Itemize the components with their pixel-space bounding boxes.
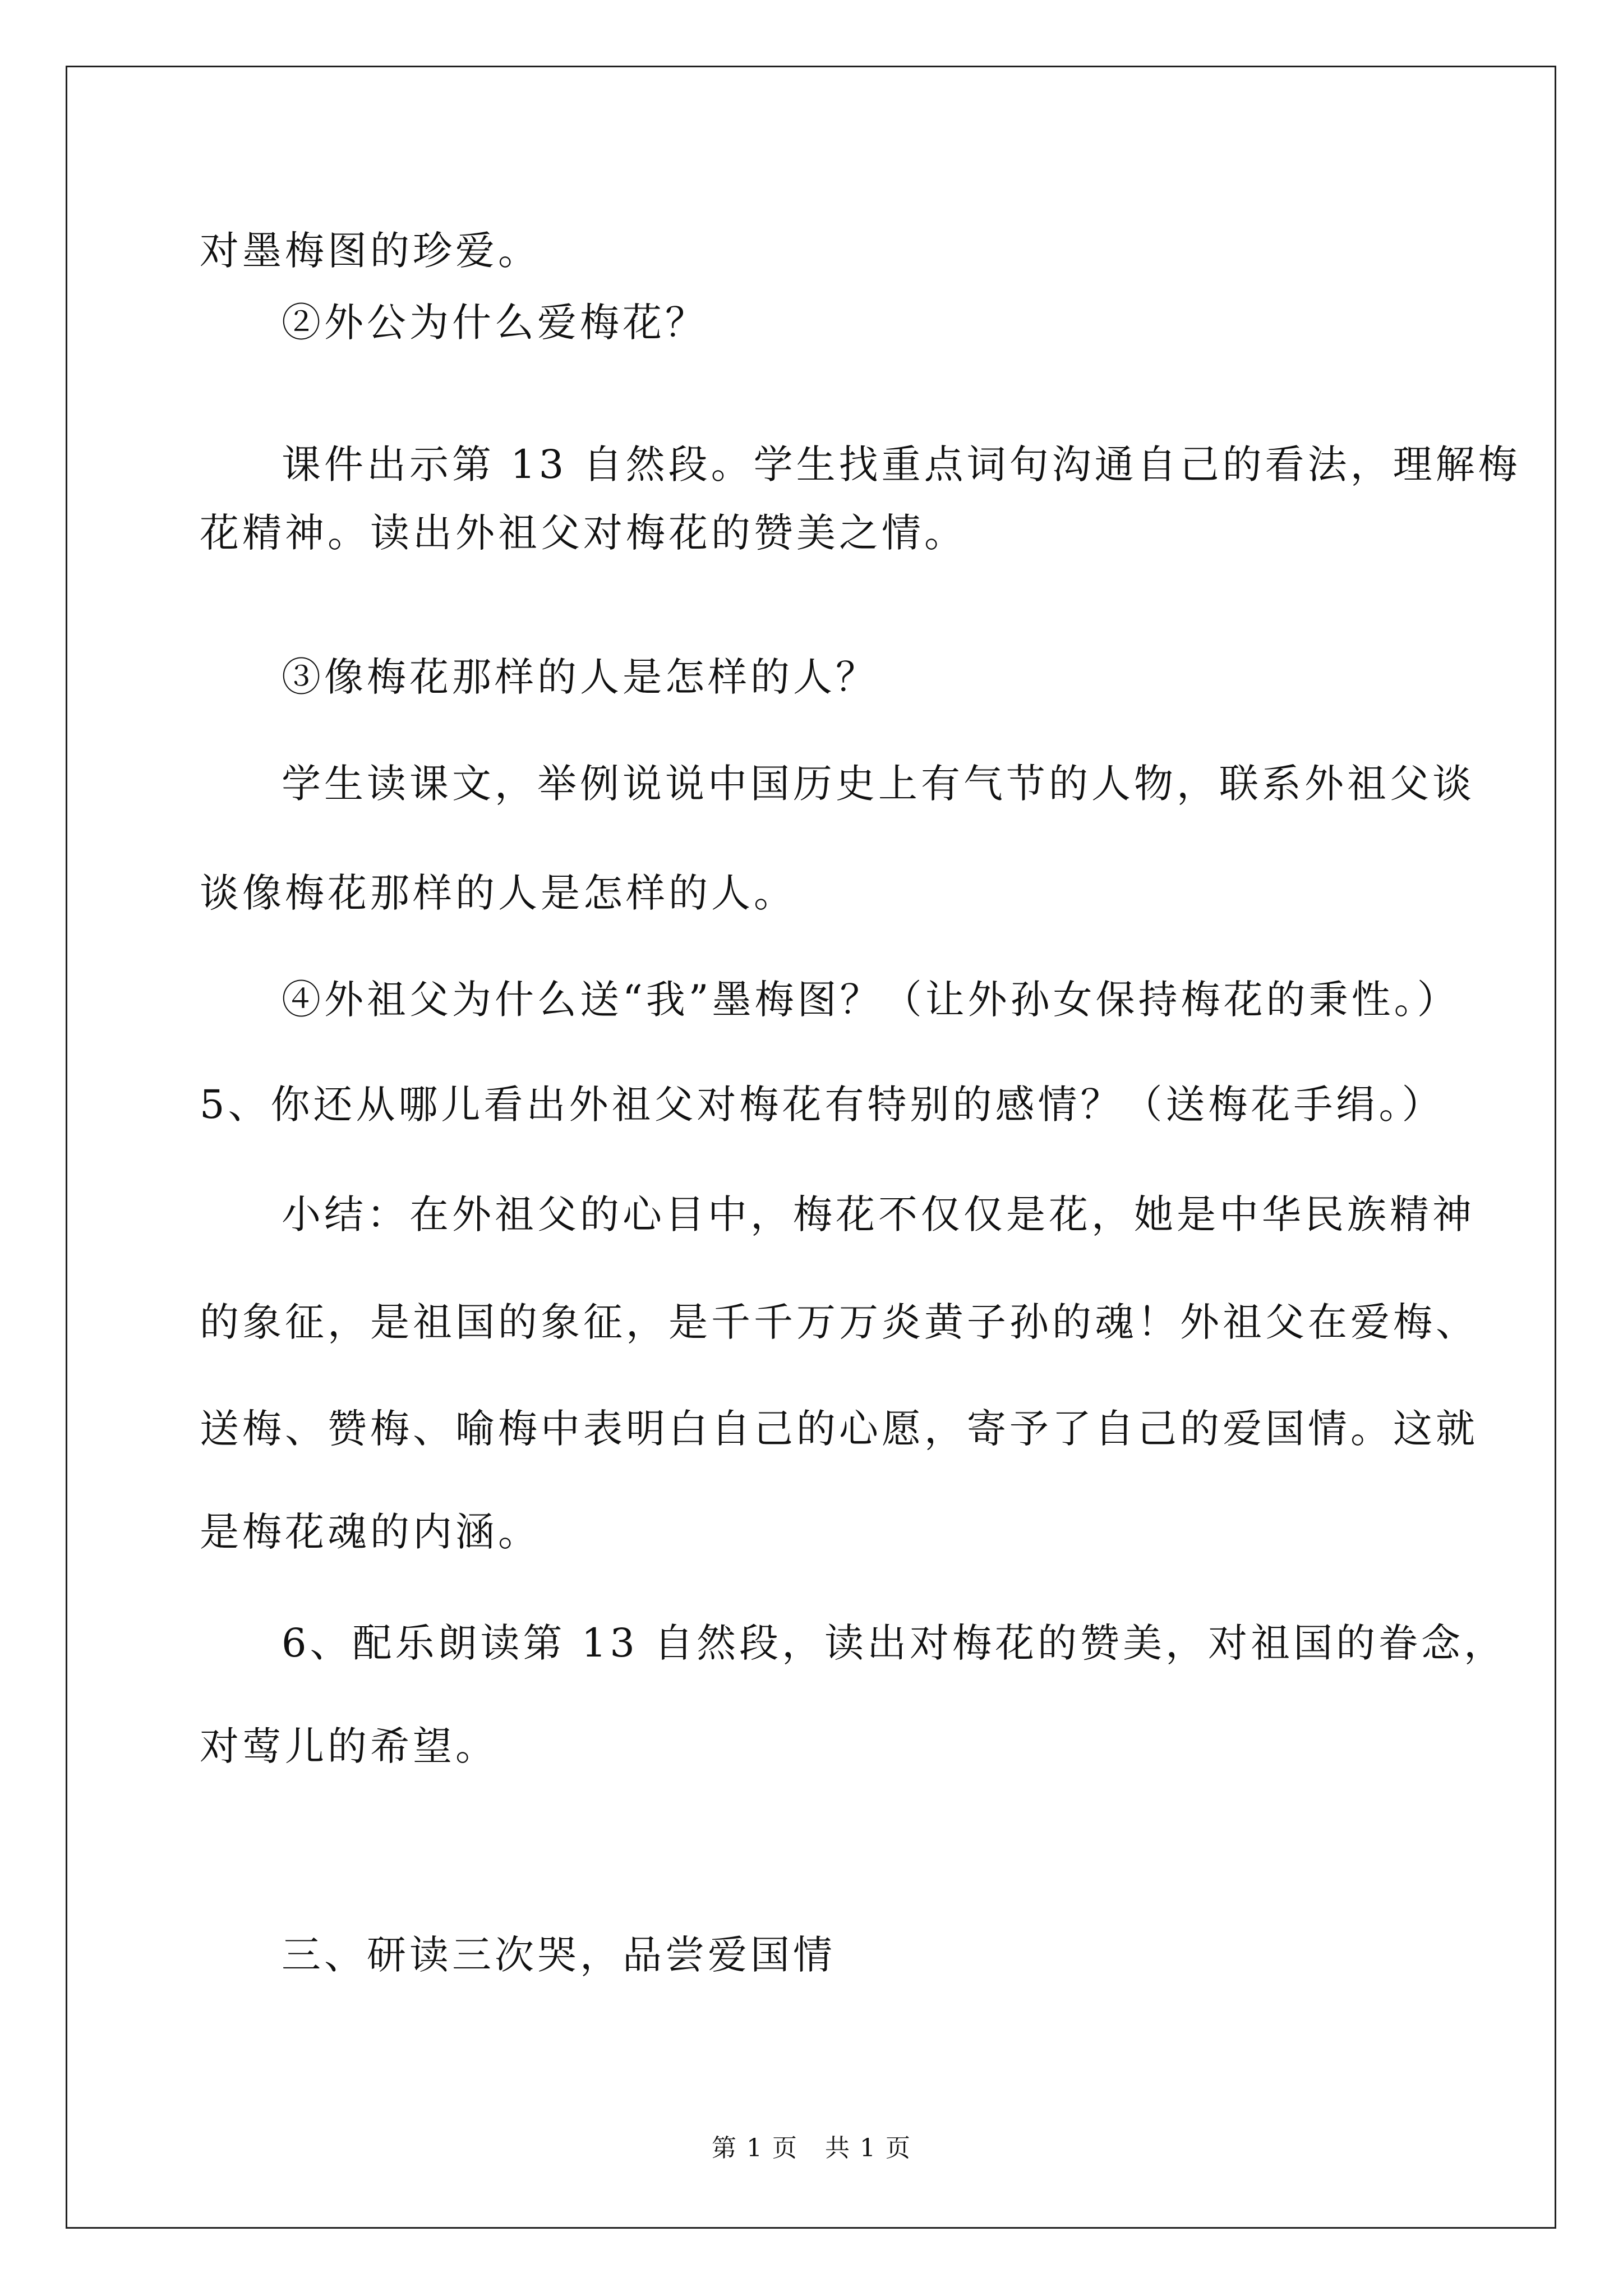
text-line: 6、配乐朗读第 13 自然段，读出对梅花的赞美，对祖国的眷念， bbox=[282, 1620, 1507, 1666]
section-heading: 三、研读三次哭，品尝爱国情 bbox=[282, 1932, 836, 1978]
text-line: 5、你还从哪儿看出外祖父对梅花有特别的感情？（送梅花手绢。） bbox=[200, 1082, 1445, 1128]
page-border bbox=[66, 66, 1556, 2229]
page-footer: 第 1 页 共 1 页 bbox=[712, 2134, 911, 2162]
text-line: 课件出示第 13 自然段。学生找重点词句沟通自己的看法，理解梅 bbox=[282, 441, 1521, 487]
text-line: 谈像梅花那样的人是怎样的人。 bbox=[200, 870, 796, 916]
text-line: 学生读课文，举例说说中国历史上有气节的人物，联系外祖父谈 bbox=[282, 761, 1475, 807]
text-line: 送梅、赞梅、喻梅中表明白自己的心愿，寄予了自己的爱国情。这就 bbox=[200, 1406, 1478, 1452]
text-line: 小结：在外祖父的心目中，梅花不仅仅是花，她是中华民族精神 bbox=[282, 1191, 1475, 1237]
text-line: 花精神。读出外祖父对梅花的赞美之情。 bbox=[200, 510, 967, 556]
text-line: 对莺儿的希望。 bbox=[200, 1723, 498, 1769]
text-line: ③像梅花那样的人是怎样的人？ bbox=[282, 654, 878, 700]
text-line: ④外祖父为什么送“我”墨梅图？（让外孙女保持梅花的秉性。） bbox=[282, 977, 1460, 1023]
text-line: 是梅花魂的内涵。 bbox=[200, 1509, 541, 1555]
text-line: 的象征，是祖国的象征，是千千万万炎黄子孙的魂！外祖父在爱梅、 bbox=[200, 1299, 1478, 1345]
text-line: 对墨梅图的珍爱。 bbox=[200, 228, 541, 274]
text-line: ②外公为什么爱梅花？ bbox=[282, 300, 708, 346]
